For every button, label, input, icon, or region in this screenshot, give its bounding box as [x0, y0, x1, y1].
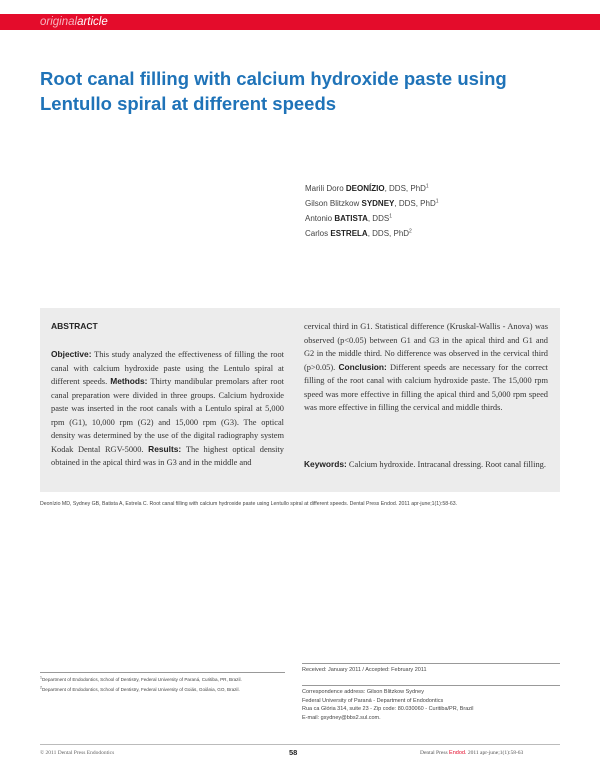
- methods-label: Methods:: [110, 376, 148, 386]
- affiliations: [40, 675, 290, 694]
- author-3: Antonio BATISTA, DDS$^1$: [305, 213, 392, 223]
- received-accepted: Received: January 2011 / Accepted: February 2011: [302, 667, 427, 673]
- conclusion-label: Conclusion:: [338, 361, 387, 372]
- keywords-text: Calcium hydroxide. Intracanal dressing. Root canal filling.: [346, 460, 546, 469]
- footer-journal: Dental Press Endod. 2011 apr-june;1(1):58-63: [420, 750, 524, 756]
- results-text-end: cervical third in G1. Statistical difference (Kruskal-Wallis - Anova) was observed (p<0.05) between G1 and G3 in the apical third and G1 and G2 in the middle third. No difference was observed in the cervical third (p>0.05).: [304, 322, 548, 372]
- correspondence-address: [302, 688, 562, 722]
- article-title: Root canal filling with calcium hydroxide paste using Lentullo spiral at different speeds: [40, 68, 507, 114]
- received-divider: [302, 663, 560, 664]
- correspondence-line: Rua ca Glória 314, suite 23 - Zip code: 80.030060 - Curitiba/PR, Brazil: [302, 706, 474, 712]
- keywords: [304, 458, 548, 472]
- objective-label: Objective:: [51, 349, 92, 359]
- footer-copyright: © 2011 Dental Press Endodontics: [40, 750, 115, 756]
- correspondence-email: E-mail: gsydney@bbs2.sul.com.: [302, 714, 381, 721]
- conclusion-text: Different speeds are necessary for the correct filling of the root canal with calcium hydroxide paste. The 15,000 rpm speed was more effective in filling the apical third and 5,000 rpm speed was more effective in filling the cervical and middle thirds.: [304, 362, 548, 412]
- affiliation-2: $^2$Department of Endodontics, School of Dentistry, Federal University of Goiás, Goiânia, GO, Brazil.: [40, 684, 240, 692]
- abstract-column-left: [51, 348, 284, 470]
- author-4: Carlos ESTRELA, DDS, PhD$^2$: [305, 228, 412, 238]
- section-label-part2: article: [77, 16, 108, 28]
- keywords-label: Keywords:: [304, 459, 347, 469]
- abstract-heading: ABSTRACT: [51, 321, 98, 331]
- section-label: [40, 14, 108, 30]
- correspondence-line: Correspondence address: Gilson Blitzkow Sydney: [302, 689, 424, 695]
- correspondence-line: Federal University of Paraná - Department of Endodontics: [302, 697, 444, 704]
- author-1: Marili Doro DEONÍZIO, DDS, PhD$^1$: [305, 183, 429, 193]
- footnote-divider: [40, 672, 285, 673]
- results-label: Results:: [148, 443, 182, 454]
- author-2: Gilson Blitzkow SYDNEY, DDS, PhD$^1$: [305, 198, 439, 208]
- results-text-start: The highest optical density obtained in the apical third was in G3 and in the middle and: [51, 444, 284, 467]
- how-to-cite: Deonízio MD, Sydney GB, Batista A, Estrela C. Root canal filling with calcium hydroxide paste using Lentullo spiral at different speeds. Dental Press Endod. 2011 apr-june;1(1):58-63.: [40, 501, 458, 507]
- objective-text: This study analyzed the effectiveness of filling the root canal with calcium hydroxide paste using the Lentulo spiral at different speeds.: [51, 350, 284, 386]
- author-list: [305, 181, 575, 241]
- methods-text: Thirty mandibular premolars after root canal preparation were divided in three groups. Calcium hydroxide paste was inserted in the root canals with a Lentulo spiral at 5,000 rpm (G1), 10,000 rpm (G2) and 15,000 rpm (G3). The optical density was determined by the use of the digital radiography system Kodak Dental RGV-5000.: [51, 377, 284, 454]
- section-label-part1: original: [40, 16, 78, 28]
- abstract-column-right: [304, 320, 548, 415]
- affiliation-1: $^1$Department of Endodontics, School of Dentistry, Federal University of Paraná, Curitiba, PR, Brazil.: [40, 675, 242, 682]
- correspondence-divider: [302, 685, 560, 686]
- footer-rule: [40, 744, 560, 745]
- page-number: 58: [289, 748, 298, 757]
